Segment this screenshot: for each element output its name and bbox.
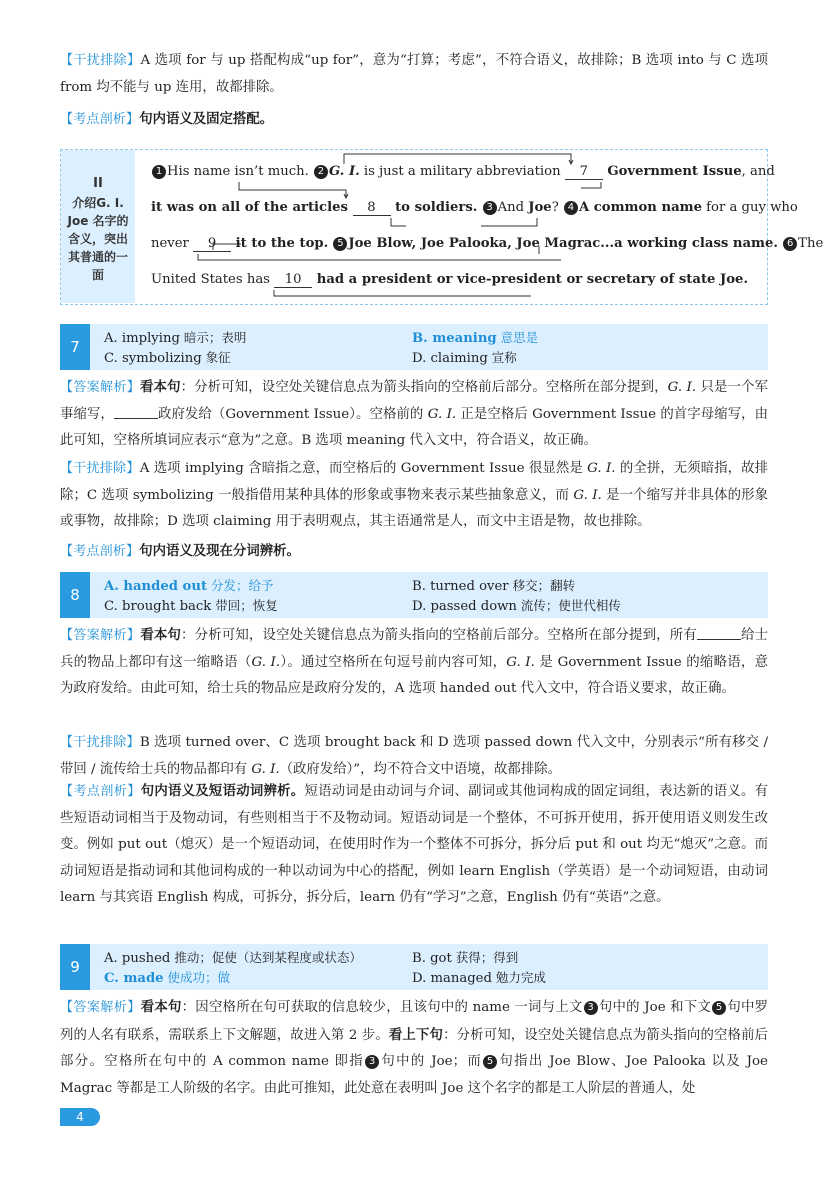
passage-description: 介绍G. I. Joe 名字的含义，突出其普通的一面 (67, 196, 129, 282)
q7-distractor-paragraph: 【干扰排除】A 选项 implying 含暗指之意，而空格后的 Government Issue 很显然是 G. I. 的全拼，无须暗指，故排除；C 选项 symbolizing 一般指借用某种具体的形象或事物来表示某些抽象意义，而 G. I. 是一个缩写并非具体的形象或事物，故排除；D 选项 claiming 用于表明观点，其主语通常是人，而文中主语是物，故也排除。 (60, 461, 769, 529)
q9-option-b: B. got 获得；得到 (412, 950, 519, 966)
blank-8: 8 (353, 200, 391, 216)
arrow-8-head (344, 194, 348, 198)
q7-option-a: A. implying 暗示；表明 (104, 330, 247, 346)
q7-point-paragraph: 【考点剖析】句内语义及现在分词辨析。 (60, 543, 300, 559)
passage-line-1: 1 His name isn’t much. 2 G. I. is just a military abbreviation 7 Government Issue, and (151, 164, 775, 180)
q9-option-c: C. made 使成功；做 (104, 970, 231, 986)
q9-answer-paragraph: 【答案解析】看本句：因空格所在句可获取的信息较少，且该句中的 name 一词与上文 3 句中的 Joe 和下文 5 句中罗列的人名有联系，需联系上下文解题，故进入第 2 步。看上下句：分析可知，设空处关键信息点为箭头指向的空格前后部分。空格所在句中的 A common name 即指 3 句中的 Joe；而 5 句指出 Joe Blow、Joe Palooka 以及 Joe Magrac 等都是工人阶级的名字。由此可推知，此处意在表明叫 Joe 这个名字的都是工人阶层的普通人，处 (60, 999, 769, 1096)
question-number-9: 9 (60, 944, 90, 990)
sentence-number-2: 2 (314, 165, 328, 179)
question-number-8: 8 (60, 572, 90, 618)
q8-distractor-paragraph: 【干扰排除】B 选项 turned over、C 选项 brought back 和 D 选项 passed down 代入文中，分别表示“所有移交 / 带回 / 流传给士兵的物品都印有 G. I.（政府发给）”，均不符合文中语境，故都排除。 (60, 735, 768, 777)
q7-answer-paragraph: 【答案解析】看本句：分析可知，设空处关键信息点为箭头指向的空格前后部分。空格所在部分提到，G. I. 只是一个军事缩写， 政府发给（Government Issue）。空格前的 G. I. 正是空格后 Government Issue 的首字母缩写，由此可知，空格所填词应表示“意为”之意。B 选项 meaning 代入文中，符合语义，故正确。 (60, 379, 769, 448)
sentence-number-5: 5 (333, 237, 347, 251)
q8-option-d: D. passed down 流传；使世代相传 (412, 598, 621, 614)
blank-10: 10 (274, 272, 312, 288)
q8-inline-blank (697, 625, 741, 640)
arrow-7-top (344, 154, 571, 164)
question-9-options (60, 944, 768, 990)
arrow-9-bottom (198, 254, 561, 260)
passage-roman: II (93, 176, 103, 191)
q8-option-b: B. turned over 移交；翻转 (412, 578, 576, 594)
tag-point: 【考点剖析】 (60, 112, 140, 127)
q7-inline-blank (114, 404, 158, 419)
question-7-options (60, 324, 768, 370)
q7-option-c: C. symbolizing 象征 (104, 350, 231, 366)
passage-box (60, 149, 823, 305)
sentence-number-1: 1 (152, 165, 166, 179)
q9-option-a: A. pushed 推动；促使（达到某程度或状态） (104, 950, 362, 966)
arrow-8-top (239, 182, 346, 198)
tag-distractor: 【干扰排除】 (60, 53, 141, 68)
sentence-number-3: 3 (483, 201, 497, 215)
sentence-number-4: 4 (564, 201, 578, 215)
q8-option-a: A. handed out 分发；给予 (104, 578, 274, 594)
q8-point-paragraph: 【考点剖析】句内语义及短语动词辨析。短语动词是由动词与介词、副词或其他词构成的固定词组，表达新的语义。有些短语动词相当于及物动词，有些则相当于不及物动词。短语动词是一个整体，不可拆开使用，拆开使用语义则发生改变。例如 put out（熄灭）是一个短语动词，在使用时作为一个整体不可拆分，拆分后 put 和 out 均无“熄灭”之意。而动词短语是指动词和其他词构成的一种以动词为中心的搭配，例如 learn English（学英语）是一个动词短语，由动词 learn 与其宾语 English 构成，可拆分，拆分后，learn 仍有“学习”之意，English 仍有“英语”之意。 (60, 783, 769, 905)
passage-line-3: never 9 it to the top. 5 Joe Blow, Joe Palooka, Joe Magrac...a working class name. 6 The (151, 236, 823, 251)
q7-option-d: D. claiming 宣称 (412, 350, 517, 366)
passage-line-4: United States has 10 had a president or vice-president or secretary of state Joe. (151, 272, 749, 287)
distractor-paragraph-q6 (60, 48, 768, 101)
point-paragraph-q6 (60, 106, 768, 134)
arrow-7-bottom (581, 182, 601, 188)
q7-option-b: B. meaning 意思是 (412, 330, 539, 346)
blank-7: 7 (565, 164, 603, 180)
arrow-10-bottom (274, 290, 531, 296)
arrow-9-top (481, 218, 537, 226)
arrow-8-bottom (391, 218, 406, 226)
question-8-options (60, 572, 768, 618)
passage-side-panel (61, 150, 135, 303)
sentence-number-6: 6 (783, 237, 797, 251)
question-number-7: 7 (60, 324, 90, 370)
distractor-text: A 选项 for 与 up 搭配构成“up for”，意为“打算；考虑”，不符合语义，故排除；B 选项 into 与 C 选项 from 均不能与 up 连用，故都排除。 (60, 53, 768, 95)
page-number: 4 (60, 1108, 100, 1126)
q9-option-d: D. managed 勉力完成 (412, 970, 546, 986)
q8-option-c: C. brought back 带回；恢复 (104, 598, 278, 614)
point-text: 句内语义及固定搭配。 (139, 111, 274, 127)
q8-answer-paragraph: 【答案解析】看本句：分析可知，设空处关键信息点为箭头指向的空格前后部分。空格所在部分提到，所有 给士兵的物品上都印有这一缩略语（G. I.）。通过空格所在句逗号前内容可知，G. I. 是 Government Issue 的缩略语，意为政府发给。由此可知，给士兵的物品应是政府分发的，A 选项 handed out 代入文中，符合语义要求，故正确。 (60, 627, 769, 696)
passage-line-2: it was on all of the articles 8 to soldiers. 3 And Joe? 4 A common name for a guy who (151, 200, 798, 215)
blank-9: 9 (193, 236, 231, 252)
